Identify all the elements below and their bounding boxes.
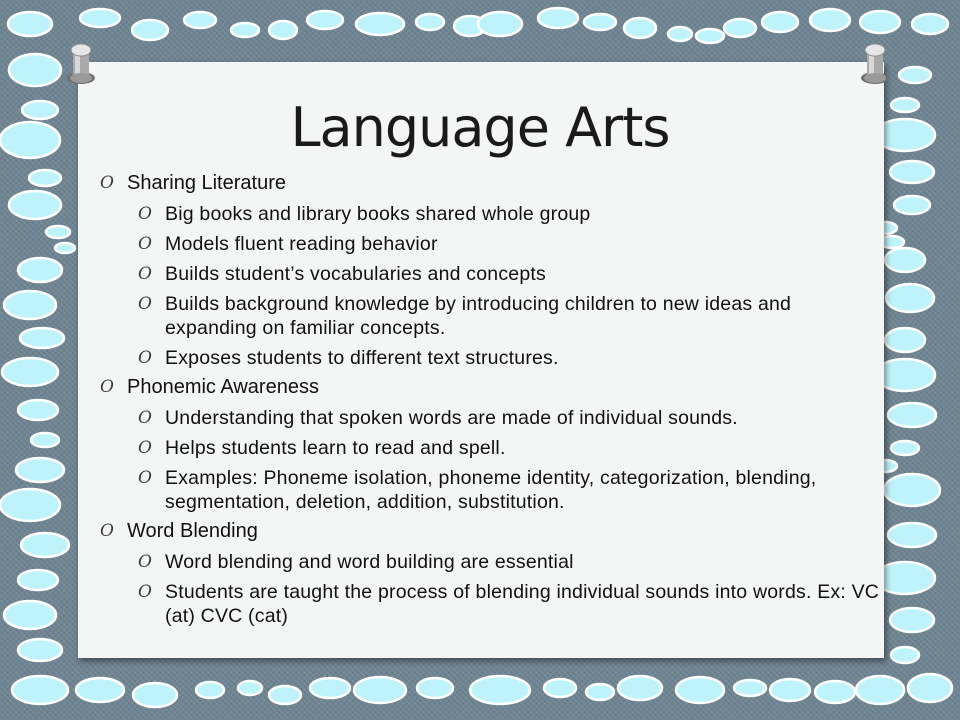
section-heading — [100, 170, 880, 196]
decorative-dot — [4, 601, 56, 629]
list-item-text: Exposes students to different text structures. — [165, 347, 559, 369]
list-item-text: Examples: Phoneme isolation, phoneme identity, categorization, blending, segmentation, deletion, addition, substitution. — [165, 467, 817, 513]
decorative-dot — [891, 647, 919, 663]
decorative-dot — [888, 403, 936, 427]
decorative-dot — [46, 226, 70, 238]
list-item-text: Builds student’s vocabularies and concepts — [165, 263, 546, 285]
decorative-dot — [417, 678, 453, 698]
decorative-dot — [307, 11, 343, 29]
decorative-dot — [2, 358, 58, 386]
decorative-dot — [890, 608, 934, 632]
decorative-dot — [9, 54, 61, 86]
decorative-dot — [912, 14, 948, 34]
bullet-icon: O — [138, 294, 153, 314]
list-item — [100, 202, 880, 226]
list-item — [100, 580, 880, 628]
bullet-icon: O — [138, 408, 153, 428]
decorative-dot — [356, 13, 404, 35]
bullet-icon: O — [100, 173, 114, 193]
list-item-text: Word blending and word building are essential — [165, 551, 574, 573]
list-item — [100, 232, 880, 256]
decorative-dot — [269, 686, 301, 704]
bullet-icon: O — [138, 468, 153, 488]
decorative-dot — [885, 248, 925, 272]
decorative-dot — [696, 29, 724, 43]
decorative-dot — [21, 533, 69, 557]
section-heading-text: Sharing Literature — [127, 172, 286, 194]
decorative-dot — [31, 433, 59, 447]
decorative-dot — [875, 562, 935, 594]
slide-title: Language Arts — [290, 96, 670, 159]
decorative-dot — [416, 14, 444, 30]
decorative-dot — [724, 19, 756, 37]
decorative-dot — [0, 489, 60, 521]
decorative-dot — [269, 21, 297, 39]
decorative-dot — [238, 681, 262, 695]
bullet-icon: O — [138, 582, 153, 602]
decorative-dot — [586, 684, 614, 700]
decorative-dot — [18, 258, 62, 282]
list-item — [100, 550, 880, 574]
decorative-dot — [899, 67, 931, 83]
decorative-dot — [18, 570, 58, 590]
decorative-dot — [856, 676, 904, 704]
bullet-list — [100, 170, 880, 628]
decorative-dot — [875, 359, 935, 391]
decorative-dot — [231, 23, 259, 37]
bullet-icon: O — [138, 552, 153, 572]
list-item-text: Helps students learn to read and spell. — [165, 437, 506, 459]
decorative-dot — [310, 678, 350, 698]
decorative-dot — [55, 243, 75, 253]
decorative-dot — [16, 458, 64, 482]
decorative-dot — [76, 678, 124, 702]
decorative-dot — [4, 291, 56, 319]
decorative-dot — [891, 441, 919, 455]
list-item-text: Models fluent reading behavior — [165, 233, 438, 255]
pushpin-icon — [858, 38, 892, 86]
list-item — [100, 346, 880, 370]
list-item-text: Builds background knowledge by introducing children to new ideas and expanding on familiar concepts. — [165, 293, 792, 339]
decorative-dot — [815, 681, 855, 703]
section-heading-text: Phonemic Awareness — [127, 376, 319, 398]
decorative-dot — [12, 676, 68, 704]
decorative-dot — [860, 11, 900, 33]
decorative-dot — [9, 191, 61, 219]
decorative-dot — [8, 12, 52, 36]
decorative-dot — [80, 9, 120, 27]
decorative-dot — [196, 682, 224, 698]
decorative-dot — [184, 12, 216, 28]
decorative-dot — [20, 328, 64, 348]
list-item — [100, 436, 880, 460]
list-item — [100, 262, 880, 286]
decorative-dot — [470, 676, 530, 704]
decorative-dot — [538, 8, 578, 28]
decorative-dot — [584, 14, 616, 30]
list-item — [100, 292, 880, 340]
decorative-dot — [810, 9, 850, 31]
list-item-text: Big books and library books shared whole group — [165, 203, 591, 225]
decorative-dot — [676, 677, 724, 703]
list-item-text: Students are taught the process of blending individual sounds into words. Ex: VC (at) CVC (cat) — [165, 581, 880, 627]
decorative-dot — [18, 639, 62, 661]
decorative-dot — [762, 12, 798, 32]
decorative-dot — [890, 161, 934, 183]
decorative-dot — [18, 400, 58, 420]
decorative-dot — [885, 328, 925, 352]
pushpin-icon — [64, 38, 98, 86]
decorative-dot — [884, 474, 940, 506]
bullet-icon: O — [138, 438, 153, 458]
list-item — [100, 406, 880, 430]
decorative-dot — [770, 679, 810, 701]
bullet-icon: O — [138, 204, 153, 224]
decorative-dot — [668, 27, 692, 41]
decorative-dot — [544, 679, 576, 697]
decorative-dot — [734, 680, 766, 696]
decorative-dot — [886, 284, 934, 312]
bullet-icon: O — [100, 377, 114, 397]
section-heading-text: Word Blending — [127, 520, 258, 542]
bullet-icon: O — [138, 264, 153, 284]
list-item — [100, 466, 880, 514]
list-item-text: Understanding that spoken words are made of individual sounds. — [165, 407, 738, 429]
decorative-dot — [29, 170, 61, 186]
section-heading — [100, 518, 880, 544]
decorative-dot — [888, 523, 936, 547]
decorative-dot — [894, 196, 930, 214]
decorative-dot — [133, 683, 177, 707]
decorative-dot — [132, 20, 168, 40]
decorative-dot — [354, 677, 406, 703]
bullet-icon: O — [138, 234, 153, 254]
bullet-icon: O — [100, 521, 114, 541]
decorative-dot — [908, 674, 952, 702]
decorative-dot — [478, 12, 522, 36]
decorative-dot — [624, 18, 656, 38]
decorative-dot — [618, 676, 662, 700]
section-heading — [100, 374, 880, 400]
bullet-icon: O — [138, 348, 153, 368]
